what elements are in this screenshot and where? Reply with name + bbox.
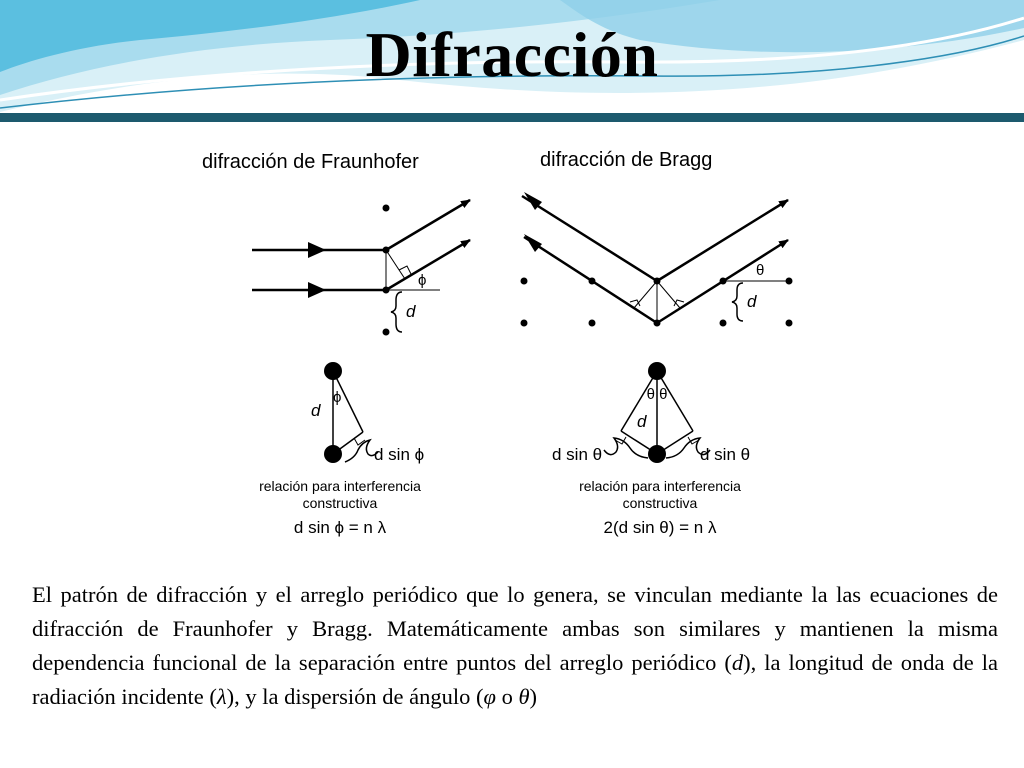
detail-theta-labels: θ θ <box>646 386 668 403</box>
theta-symbol: θ <box>756 262 765 279</box>
fraunhofer-caption-line2: constructiva <box>302 495 378 511</box>
bragg-equation: 2(d sin θ) = n λ <box>603 518 717 537</box>
fraunhofer-equation: d sin ϕ = n λ <box>293 518 387 537</box>
diffracted-ray <box>386 200 470 250</box>
body-paragraph <box>32 578 998 714</box>
incident-ray <box>522 196 657 281</box>
diffracted-ray <box>657 200 788 281</box>
phi-symbol: ϕ <box>418 272 427 289</box>
detail-path-line-right <box>657 431 693 454</box>
var-theta: θ <box>518 684 530 709</box>
bragg-heading: difracción de Bragg <box>540 149 713 171</box>
spacing-brace <box>391 292 402 332</box>
fraunhofer-heading: difracción de Fraunhofer <box>202 151 419 173</box>
spacing-brace <box>732 283 743 321</box>
body-text-4: o <box>495 684 519 709</box>
detail-d-label: d <box>311 401 321 420</box>
body-text-1: El patrón de difracción y el arreglo periódico que lo genera, se vinculan mediante la las ecuaciones de difracción de Fraunhofer y Bragg. Matemáticamente ambas son similares y mantienen la misma dependencia funcional de la separación entre puntos del arreglo periódico ( <box>32 582 998 675</box>
bragg-caption-line2: constructiva <box>622 495 698 511</box>
var-lambda: λ <box>216 684 227 709</box>
diffraction-diagram <box>190 140 810 550</box>
ray-arrow <box>308 242 326 258</box>
right-angle-mark <box>674 300 684 306</box>
fraunhofer-caption-line1: relación para interferencia <box>259 478 421 494</box>
ray-arrow <box>524 234 542 252</box>
body-text-5: ) <box>529 684 538 709</box>
perpendicular-line <box>386 250 405 279</box>
detail-phi-label: ϕ <box>333 389 342 406</box>
lattice-point <box>521 320 528 327</box>
detail-d-label: d <box>637 412 647 431</box>
path-difference-label-left: d sin θ <box>552 445 603 464</box>
bragg-diagram <box>521 149 793 537</box>
incident-ray <box>524 237 657 323</box>
diffracted-ray <box>386 240 470 290</box>
lattice-point <box>521 278 528 285</box>
path-difference-label-right: d sin θ <box>700 445 751 464</box>
lattice-point <box>786 320 793 327</box>
lattice-point <box>720 320 727 327</box>
lattice-point <box>383 329 390 336</box>
slide-title: Difracción <box>365 19 659 90</box>
perpendicular-line <box>657 281 680 308</box>
body-text-3: ), y la dispersión de ángulo ( <box>226 684 484 709</box>
path-difference-label: d sin ϕ <box>374 445 425 464</box>
bragg-caption-line1: relación para interferencia <box>579 478 741 494</box>
perpendicular-line <box>634 281 657 308</box>
body-text-2: ), la longitud de onda de la radiación incidente ( <box>32 650 998 709</box>
var-phi: φ <box>483 684 496 709</box>
title-divider <box>0 113 1024 122</box>
lattice-point <box>383 205 390 212</box>
var-d: d <box>731 650 744 675</box>
fraunhofer-diagram <box>202 151 470 537</box>
d-symbol: d <box>406 302 416 321</box>
ray-arrow <box>308 282 326 298</box>
detail-path-line-left <box>621 431 657 454</box>
lattice-point <box>589 320 596 327</box>
d-symbol: d <box>747 292 757 311</box>
path-difference-brace-left <box>604 438 648 458</box>
